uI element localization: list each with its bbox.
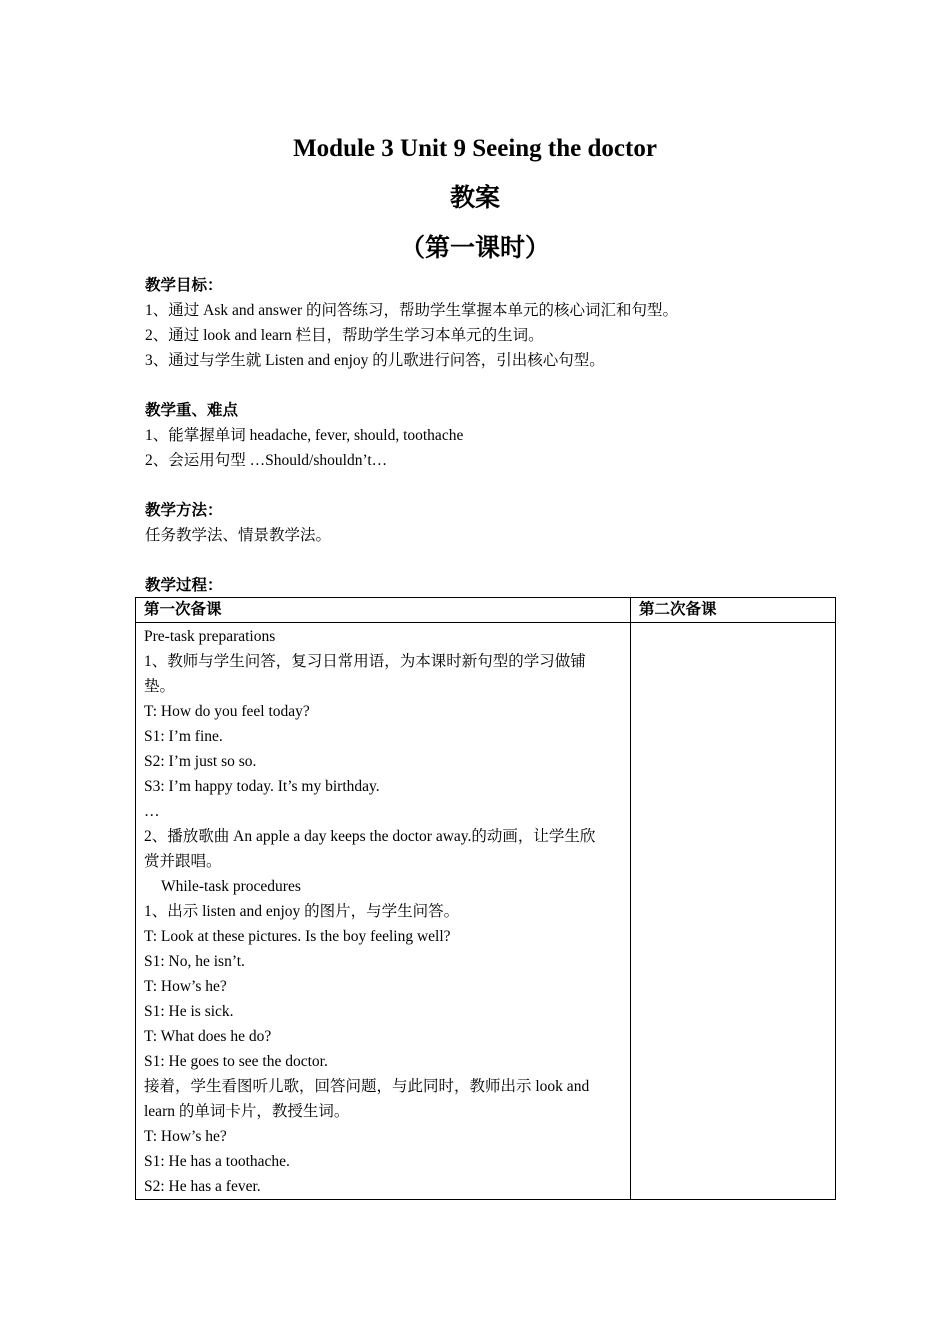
goal-item: 3、通过与学生就 Listen and enjoy 的儿歌进行问答，引出核心句型。 xyxy=(145,352,605,369)
document-subtitle: 教案 xyxy=(449,185,500,212)
process-line: T: How’s he? xyxy=(144,978,227,995)
process-line: S1: I’m fine. xyxy=(144,728,223,745)
process-line: Pre-task preparations xyxy=(144,628,276,645)
process-line: 接着，学生看图听儿歌，回答问题，与此同时，教师出示 look and xyxy=(144,1078,590,1095)
table-header-row xyxy=(136,598,836,623)
teaching-method-heading: 教学方法： xyxy=(145,502,223,519)
first-prep-header: 第一次备课 xyxy=(136,598,631,623)
process-line: 2、播放歌曲 An apple a day keeps the doctor away.的动画，让学生欣 xyxy=(144,828,596,845)
second-prep-cell xyxy=(631,623,836,1200)
key-point-item: 1、能掌握单词 headache, fever, should, toothache xyxy=(145,427,464,444)
lesson-period: （第一课时） xyxy=(399,235,550,262)
process-line: … xyxy=(144,803,160,820)
process-line: S3: I’m happy today. It’s my birthday. xyxy=(144,778,380,795)
process-line: T: How’s he? xyxy=(144,1128,227,1145)
table-row xyxy=(136,623,836,1200)
process-line: While-task procedures xyxy=(161,878,301,895)
teaching-process-section xyxy=(145,573,845,598)
process-line: S1: He is sick. xyxy=(144,1003,234,1020)
process-line: learn 的单词卡片，教授生词。 xyxy=(144,1103,350,1120)
goal-item: 1、通过 Ask and answer 的问答练习，帮助学生掌握本单元的核心词汇和句型。 xyxy=(145,302,679,319)
first-prep-cell xyxy=(136,623,631,1200)
process-line: T: How do you feel today? xyxy=(144,703,310,720)
teaching-method-section xyxy=(145,498,845,548)
process-line: S2: He has a fever. xyxy=(144,1178,261,1195)
process-line: T: Look at these pictures. Is the boy feeling well? xyxy=(144,928,451,945)
teaching-method-text: 任务教学法、情景教学法。 xyxy=(145,527,332,544)
process-line: 1、出示 listen and enjoy 的图片，与学生问答。 xyxy=(144,903,460,920)
key-points-heading: 教学重、难点 xyxy=(145,402,239,419)
process-line: 垫。 xyxy=(144,678,176,695)
lesson-plan-table xyxy=(135,597,836,1200)
key-point-item: 2、会运用句型 …Should/shouldn’t… xyxy=(145,452,388,469)
key-points-section xyxy=(145,398,845,473)
process-line: S1: No, he isn’t. xyxy=(144,953,245,970)
process-line: S1: He has a toothache. xyxy=(144,1153,290,1170)
goal-item: 2、通过 look and learn 栏目，帮助学生学习本单元的生词。 xyxy=(145,327,544,344)
process-line: T: What does he do? xyxy=(144,1028,272,1045)
teaching-goals-section xyxy=(145,273,845,373)
teaching-goals-heading: 教学目标： xyxy=(145,277,223,294)
process-line: 1、教师与学生问答，复习日常用语，为本课时新句型的学习做铺 xyxy=(144,653,586,670)
document-title: Module 3 Unit 9 Seeing the doctor xyxy=(293,135,657,162)
teaching-process-heading: 教学过程： xyxy=(145,577,223,594)
process-line: S2: I’m just so so. xyxy=(144,753,257,770)
process-line: 赏并跟唱。 xyxy=(144,853,222,870)
second-prep-header: 第二次备课 xyxy=(631,598,836,623)
process-line: S1: He goes to see the doctor. xyxy=(144,1053,328,1070)
